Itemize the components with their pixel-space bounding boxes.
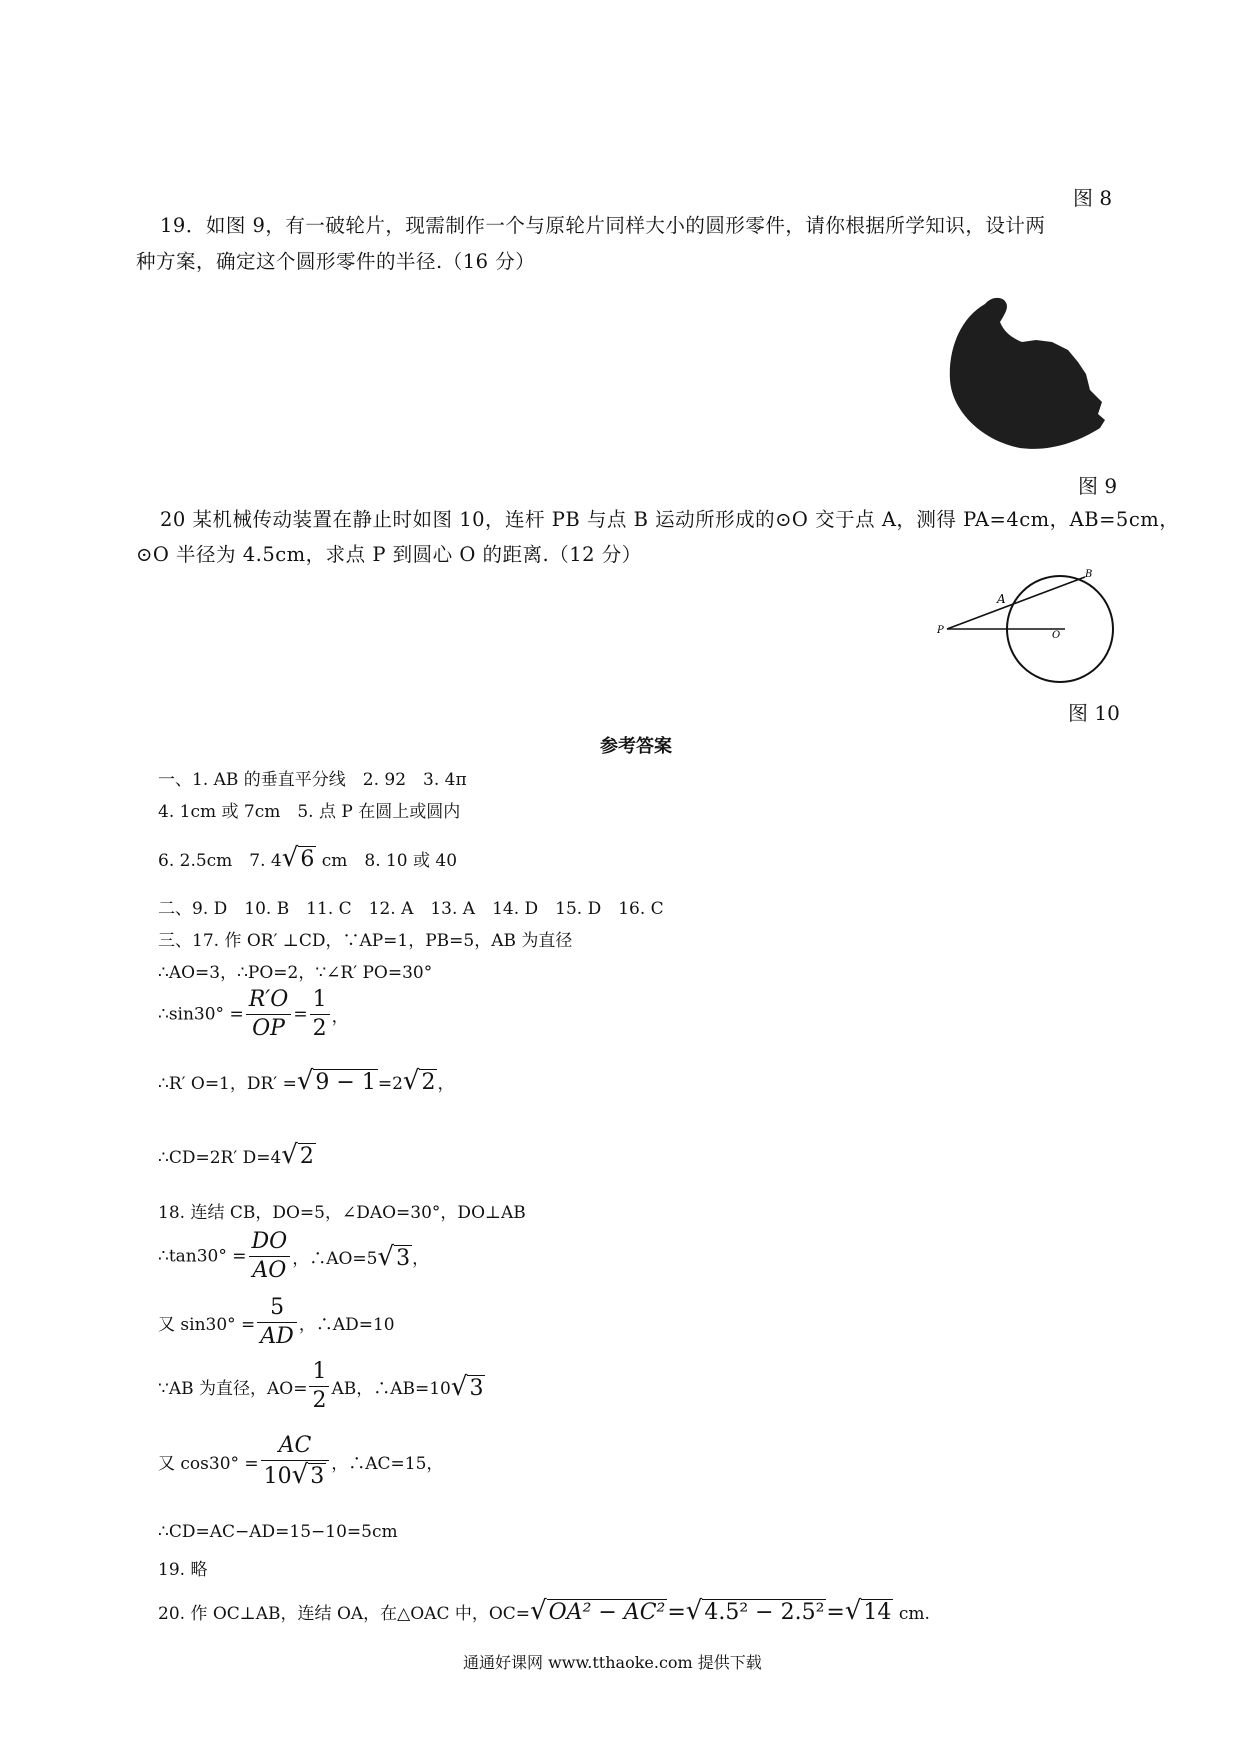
point-b-label: B xyxy=(1085,569,1093,580)
fraction-ro-op: $\frac{R'O}{OP}$ xyxy=(246,986,292,1043)
answer-line-12: 又 sin30° = $\frac{5}{AD}$ ，∴AD=10 xyxy=(158,1295,395,1349)
figure-10-label: 图 10 xyxy=(1068,701,1120,725)
answer-line-6: ∴AO=3，∴PO=2，∵∠R′ PO=30° xyxy=(158,963,433,983)
sqrt-2: √2 xyxy=(402,1066,436,1096)
fraction-do-ao: $\frac{DO}{AO}$ xyxy=(249,1228,291,1285)
sqrt-45-25: √4.5² − 2.5² xyxy=(685,1596,825,1626)
answer-line-7: ∴sin30° = $\frac{R'O}{OP}$ = $\frac{1}{2}$ ， xyxy=(158,987,349,1041)
point-o-label: O xyxy=(1052,630,1061,641)
broken-wheel-figure xyxy=(940,290,1115,455)
fraction-5-ad: $\frac{5}{AD}$ xyxy=(257,1294,297,1351)
figure-9-label: 图 9 xyxy=(1078,474,1118,498)
sqrt-3: √3 xyxy=(377,1241,411,1272)
answer-line-14: 又 cos30° = $\frac{AC}{10√3}$ ，∴AC=15， xyxy=(158,1433,444,1490)
answer-line-17: 20. 作 OC⊥AB，连结 OA，在△OAC 中，OC=√OA² − AC²=√4.5² − 2.5²=√14 cm. xyxy=(158,1596,930,1626)
fraction-1-2b: $\frac{1}{2}$ xyxy=(309,1358,329,1415)
sqrt-3b: √3 xyxy=(450,1371,484,1402)
answer-line-3-pre: 6. 2.5cm 7. 4 xyxy=(158,851,282,871)
answer-line-4: 二、9. D 10. B 11. C 12. A 13. A 14. D 15. D 16. C xyxy=(158,899,664,919)
point-p-label: P xyxy=(937,625,944,636)
sqrt-6: √6 xyxy=(281,843,315,873)
answers-title: 参考答案 xyxy=(600,736,672,757)
q20-line-1: 20 某机械传动装置在静止时如图 10，连杆 PB 与点 B 运动所形成的⊙O 交于点 A，测得 PA=4cm，AB=5cm， xyxy=(160,508,1180,531)
answer-line-15: ∴CD=AC−AD=15−10=5cm xyxy=(158,1522,398,1542)
fraction-one-half: $\frac{1}{2}$ xyxy=(310,986,330,1043)
answer-line-16: 19. 略 xyxy=(158,1560,208,1580)
q19-line-2: 种方案，确定这个圆形零件的半径.（16 分） xyxy=(136,250,536,273)
answer-line-2: 4. 1cm 或 7cm 5. 点 P 在圆上或圆内 xyxy=(158,802,461,822)
circle-figure-10 xyxy=(935,565,1115,695)
q20-line-2: ⊙O 半径为 4.5cm，求点 P 到圆心 O 的距离.（12 分） xyxy=(136,543,642,566)
answer-line-9: ∴CD=2R′ D=4√2 xyxy=(158,1140,314,1170)
answer-line-8: ∴R′ O=1，DR′ =√9 − 1 =2√2 ， xyxy=(158,1066,455,1096)
q19-line-1: 19．如图 9，有一破轮片，现需制作一个与原轮片同样大小的圆形零件，请你根据所学知识，设计两 xyxy=(160,214,1046,237)
answer-line-10: 18. 连结 CB，DO=5，∠DAO=30°，DO⊥AB xyxy=(158,1203,526,1223)
answer-line-3 xyxy=(158,843,457,873)
answer-line-13: ∵AB 为直径，AO= $\frac{1}{2}$ AB，∴AB=10√3 xyxy=(158,1359,484,1413)
figure-8-label: 图 8 xyxy=(1073,186,1113,210)
sqrt-14: √14 xyxy=(844,1596,892,1626)
point-a-label: A xyxy=(997,592,1006,606)
sqrt-oa2-ac2: √OA² − AC² xyxy=(530,1596,666,1626)
sqrt-9-minus-1: √9 − 1 xyxy=(296,1066,376,1096)
answer-line-1: 一、1. AB 的垂直平分线 2. 92 3. 4π xyxy=(158,770,467,790)
fraction-ac-10root3: $\frac{AC}{10√3}$ xyxy=(261,1432,330,1491)
answer-line-3-post: cm 8. 10 或 40 xyxy=(316,851,458,871)
footer-source: 通通好课网 www.tthaoke.com 提供下载 xyxy=(463,1653,762,1672)
answer-line-11: ∴tan30° = $\frac{DO}{AO}$ ，∴AO=5√3 ， xyxy=(158,1229,430,1283)
answer-line-5: 三、17. 作 OR′ ⊥CD，∵AP=1，PB=5，AB 为直径 xyxy=(158,931,573,951)
sqrt-2b: √2 xyxy=(281,1140,314,1170)
